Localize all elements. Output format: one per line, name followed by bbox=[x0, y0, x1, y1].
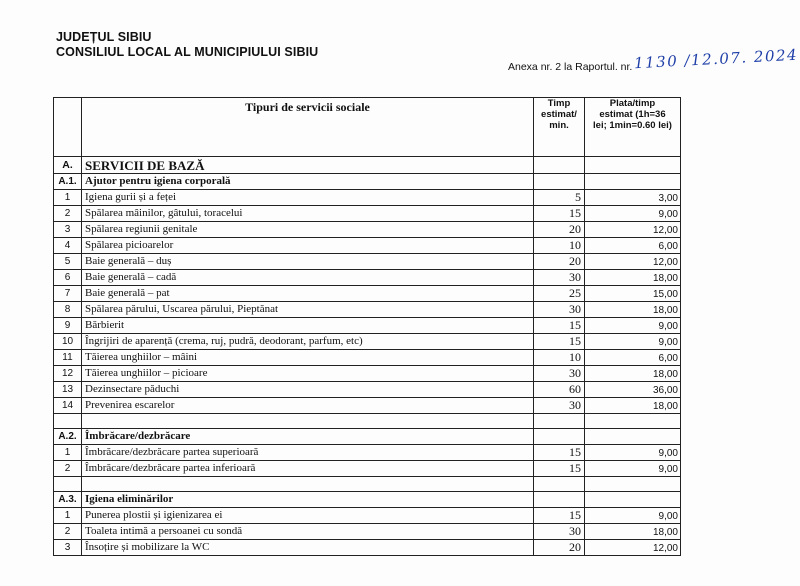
service-name: Igiena gurii și a feței bbox=[82, 190, 534, 206]
service-name: Spălarea mâinilor, gâtului, toracelui bbox=[82, 206, 534, 222]
table-row bbox=[54, 302, 681, 318]
annex-reference: Anexa nr. 2 la Raportul. nr. bbox=[508, 61, 633, 73]
table-row bbox=[54, 508, 681, 524]
price: 6,00 bbox=[585, 238, 681, 254]
service-name: Toaleta intimă a persoanei cu sondă bbox=[82, 524, 534, 540]
table-row bbox=[54, 445, 681, 461]
price: 9,00 bbox=[585, 445, 681, 461]
section-row bbox=[54, 157, 681, 174]
table-row bbox=[54, 461, 681, 477]
estimated-time: 20 bbox=[534, 540, 585, 556]
empty-cell bbox=[534, 429, 585, 445]
empty-cell bbox=[534, 414, 585, 429]
table-row bbox=[54, 222, 681, 238]
estimated-time: 30 bbox=[534, 524, 585, 540]
price: 12,00 bbox=[585, 540, 681, 556]
table-row bbox=[54, 206, 681, 222]
empty-cell bbox=[585, 174, 681, 190]
price: 18,00 bbox=[585, 366, 681, 382]
empty-cell bbox=[54, 414, 82, 429]
table-row bbox=[54, 398, 681, 414]
header-time-line: Timp bbox=[547, 98, 571, 109]
handwritten-report-number: 1130 /12.07. 2024 bbox=[633, 45, 799, 73]
table-row bbox=[54, 190, 681, 206]
header-service-type: Tipuri de servicii sociale bbox=[82, 98, 534, 157]
table-row bbox=[54, 254, 681, 270]
subsection-title: Ajutor pentru igiena corporală bbox=[82, 174, 534, 190]
council-heading: CONSILIUL LOCAL AL MUNICIPIULUI SIBIU bbox=[56, 45, 319, 59]
subsection-title: Îmbrăcare/dezbrăcare bbox=[82, 429, 534, 445]
section-title: SERVICII DE BAZĂ bbox=[82, 157, 534, 174]
row-number: 14 bbox=[54, 398, 82, 414]
table-row bbox=[54, 286, 681, 302]
empty-cell bbox=[82, 477, 534, 492]
empty-cell bbox=[534, 477, 585, 492]
estimated-time: 60 bbox=[534, 382, 585, 398]
estimated-time: 15 bbox=[534, 334, 585, 350]
row-number: 1 bbox=[54, 508, 82, 524]
service-name: Însoțire și mobilizare la WC bbox=[82, 540, 534, 556]
row-number: 2 bbox=[54, 461, 82, 477]
header-price-line: lei; 1min=0.60 lei) bbox=[593, 120, 672, 131]
row-number: 8 bbox=[54, 302, 82, 318]
subsection-code: A.1. bbox=[54, 174, 82, 190]
row-number: 7 bbox=[54, 286, 82, 302]
price: 9,00 bbox=[585, 508, 681, 524]
estimated-time: 15 bbox=[534, 461, 585, 477]
empty-cell bbox=[585, 414, 681, 429]
spacer-row bbox=[54, 477, 681, 492]
empty-cell bbox=[585, 492, 681, 508]
service-name: Spălarea picioarelor bbox=[82, 238, 534, 254]
table-row bbox=[54, 382, 681, 398]
estimated-time: 25 bbox=[534, 286, 585, 302]
estimated-time: 10 bbox=[534, 350, 585, 366]
row-number: 10 bbox=[54, 334, 82, 350]
row-number: 12 bbox=[54, 366, 82, 382]
price: 3,00 bbox=[585, 190, 681, 206]
empty-cell bbox=[534, 157, 585, 174]
row-number: 2 bbox=[54, 524, 82, 540]
subsection-code: A.2. bbox=[54, 429, 82, 445]
empty-cell bbox=[82, 414, 534, 429]
service-name: Spălarea regiunii genitale bbox=[82, 222, 534, 238]
service-name: Tăierea unghiilor – mâini bbox=[82, 350, 534, 366]
service-name: Tăierea unghiilor – picioare bbox=[82, 366, 534, 382]
table-row bbox=[54, 334, 681, 350]
price: 18,00 bbox=[585, 398, 681, 414]
header-price bbox=[585, 98, 681, 157]
estimated-time: 20 bbox=[534, 254, 585, 270]
row-number: 13 bbox=[54, 382, 82, 398]
row-number: 3 bbox=[54, 540, 82, 556]
service-name: Spălarea părului, Uscarea părului, Pieptănat bbox=[82, 302, 534, 318]
estimated-time: 20 bbox=[534, 222, 585, 238]
estimated-time: 30 bbox=[534, 398, 585, 414]
row-number: 4 bbox=[54, 238, 82, 254]
header-price-line: Plata/timp bbox=[609, 98, 656, 109]
row-number: 1 bbox=[54, 445, 82, 461]
estimated-time: 30 bbox=[534, 366, 585, 382]
table-row bbox=[54, 318, 681, 334]
table-row bbox=[54, 350, 681, 366]
empty-cell bbox=[54, 477, 82, 492]
empty-cell bbox=[585, 477, 681, 492]
estimated-time: 15 bbox=[534, 206, 585, 222]
service-name: Îmbrăcare/dezbrăcare partea inferioară bbox=[82, 461, 534, 477]
services-table bbox=[53, 97, 681, 556]
estimated-time: 15 bbox=[534, 445, 585, 461]
service-name: Îmbrăcare/dezbrăcare partea superioară bbox=[82, 445, 534, 461]
service-name: Dezinsectare păduchi bbox=[82, 382, 534, 398]
estimated-time: 10 bbox=[534, 238, 585, 254]
price: 18,00 bbox=[585, 524, 681, 540]
price: 12,00 bbox=[585, 254, 681, 270]
subsection-row bbox=[54, 429, 681, 445]
price: 9,00 bbox=[585, 461, 681, 477]
subsection-code: A.3. bbox=[54, 492, 82, 508]
estimated-time: 15 bbox=[534, 508, 585, 524]
service-name: Baie generală – cadă bbox=[82, 270, 534, 286]
subsection-row bbox=[54, 492, 681, 508]
estimated-time: 30 bbox=[534, 270, 585, 286]
table-row bbox=[54, 366, 681, 382]
header-nr-cell bbox=[54, 98, 82, 157]
price: 9,00 bbox=[585, 334, 681, 350]
estimated-time: 15 bbox=[534, 318, 585, 334]
price: 15,00 bbox=[585, 286, 681, 302]
empty-cell bbox=[534, 492, 585, 508]
price: 12,00 bbox=[585, 222, 681, 238]
price: 6,00 bbox=[585, 350, 681, 366]
header-estimated-time bbox=[534, 98, 585, 157]
table-header-row bbox=[54, 98, 681, 157]
estimated-time: 30 bbox=[534, 302, 585, 318]
table-row bbox=[54, 540, 681, 556]
service-name: Bărbierit bbox=[82, 318, 534, 334]
price: 9,00 bbox=[585, 318, 681, 334]
table-row bbox=[54, 238, 681, 254]
estimated-time: 5 bbox=[534, 190, 585, 206]
price: 36,00 bbox=[585, 382, 681, 398]
row-number: 6 bbox=[54, 270, 82, 286]
row-number: 11 bbox=[54, 350, 82, 366]
row-number: 9 bbox=[54, 318, 82, 334]
subsection-title: Igiena eliminărilor bbox=[82, 492, 534, 508]
row-number: 1 bbox=[54, 190, 82, 206]
header-time-line: estimat/ bbox=[541, 109, 577, 120]
table-row bbox=[54, 270, 681, 286]
subsection-row bbox=[54, 174, 681, 190]
row-number: 3 bbox=[54, 222, 82, 238]
empty-cell bbox=[585, 429, 681, 445]
price: 18,00 bbox=[585, 270, 681, 286]
header-time-line: min. bbox=[549, 120, 569, 131]
section-code: A. bbox=[54, 157, 82, 174]
empty-cell bbox=[585, 157, 681, 174]
empty-cell bbox=[534, 174, 585, 190]
service-name: Îngrijiri de aparență (crema, ruj, pudră, deodorant, parfum, etc) bbox=[82, 334, 534, 350]
spacer-row bbox=[54, 414, 681, 429]
service-name: Baie generală – duș bbox=[82, 254, 534, 270]
county-heading: JUDEȚUL SIBIU bbox=[56, 30, 152, 44]
row-number: 2 bbox=[54, 206, 82, 222]
header-price-line: estimat (1h=36 bbox=[599, 109, 666, 120]
service-name: Punerea plostii și igienizarea ei bbox=[82, 508, 534, 524]
price: 18,00 bbox=[585, 302, 681, 318]
row-number: 5 bbox=[54, 254, 82, 270]
price: 9,00 bbox=[585, 206, 681, 222]
table-row bbox=[54, 524, 681, 540]
service-name: Baie generală – pat bbox=[82, 286, 534, 302]
service-name: Prevenirea escarelor bbox=[82, 398, 534, 414]
